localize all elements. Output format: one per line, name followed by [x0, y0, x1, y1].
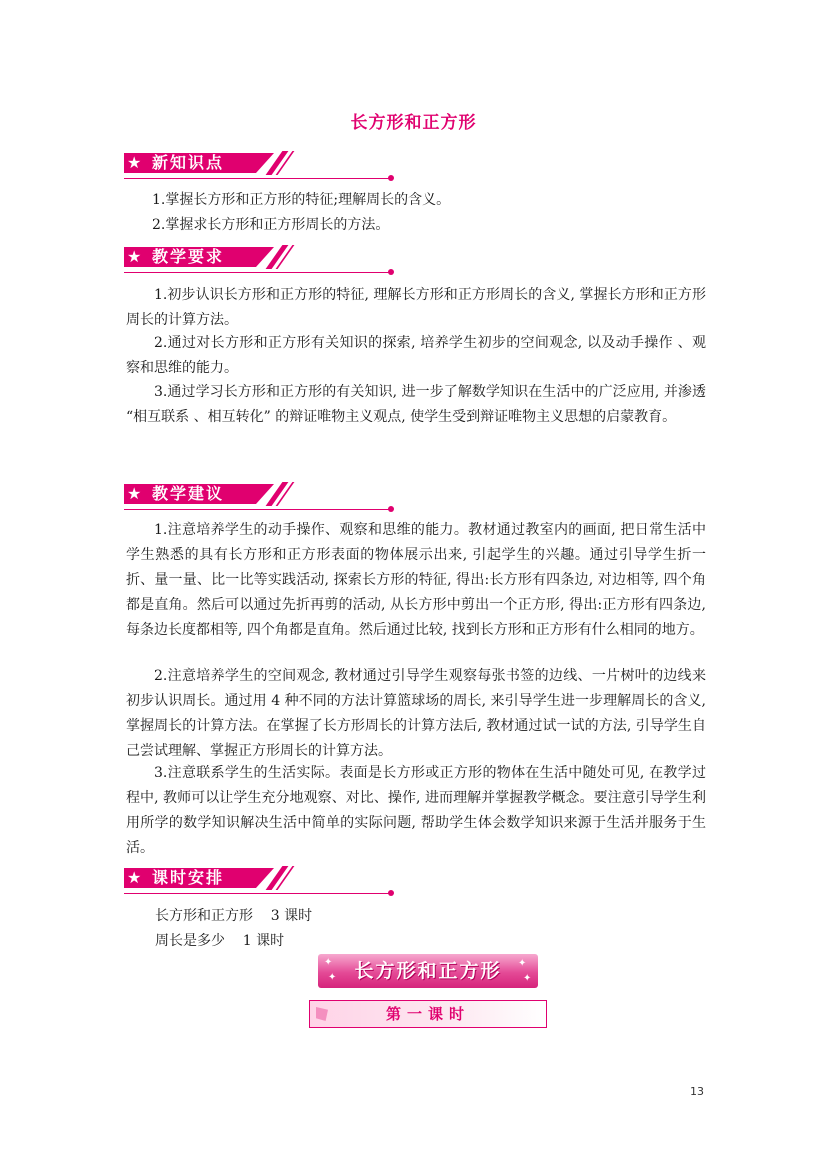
star-icon: ★ [127, 153, 142, 172]
list-item: 1.掌握长方形和正方形的特征;理解周长的含义。 [152, 192, 451, 208]
divider-line [124, 893, 390, 894]
lesson-label-box [309, 1000, 547, 1028]
paragraph: 3.通过学习长方形和正方形的有关知识, 进一步了解数学知识在生活中的广泛应用, 并渗透 “相互联系 、相互转化” 的辩证唯物主义观点, 使学生受到辩证唯物主义思想的启蒙教育。 [126, 384, 706, 425]
sparkle-icon: ✦ [324, 957, 333, 968]
paragraph: 3.注意联系学生的生活实际。表面是长方形或正方形的物体在生活中随处可见, 在教学过程中, 教师可以让学生充分地观察、对比、操作, 进而理解并掌握教学概念。要注意引导学生利用所学的数学知识解决生活中简单的实际问题, 帮助学生体会数学知识来源于生活并服务于生活。 [126, 765, 706, 856]
section-heading: 新知识点 [152, 153, 225, 172]
schedule-row: 周长是多少 1 课时 [155, 933, 285, 949]
divider-line [124, 509, 390, 510]
sparkle-icon: ✦ [518, 958, 527, 969]
document-title: 长方形和正方形 [350, 113, 477, 133]
divider-line [124, 178, 390, 179]
list-item: 2.掌握求长方形和正方形周长的方法。 [152, 217, 390, 233]
paragraph: 2.通过对长方形和正方形有关知识的探索, 培养学生初步的空间观念, 以及动手操作 、观察和思维的能力。 [126, 335, 706, 376]
paragraph: 1.注意培养学生的动手操作、观察和思维的能力。教材通过教室内的画面, 把日常生活中学生熟悉的具有长方形和正方形表面的物体展示出来, 引起学生的兴趣。通过引导学生折一折、量一量、比一比等实践活动, 探索长方形的特征, 得出:长方形有四条边, 对边相等, 四个角都是直角。然后可以通过先折再剪的活动, 从长方形中剪出一个正方形, 得出:正方形有四条边, 每条边长度都相等, 四个角都是直角。然后通过比较, 找到长方形和正方形有什么相同的地方。 [126, 522, 706, 638]
dot-decoration [388, 269, 394, 275]
section-heading: 教学要求 [152, 247, 225, 266]
paragraph: 1.初步认识长方形和正方形的特征, 理解长方形和正方形周长的含义, 掌握长方形和正方形周长的计算方法。 [126, 287, 706, 328]
star-icon: ★ [127, 868, 142, 887]
sparkle-icon: ✦ [328, 972, 337, 983]
banner-title: 长方形和正方形 [354, 960, 502, 982]
section-header-requirements [124, 246, 396, 282]
schedule-row: 长方形和正方形 3 课时 [155, 908, 313, 924]
dot-decoration [388, 175, 394, 181]
chapter-banner [318, 954, 538, 988]
page-number: 13 [690, 1085, 704, 1098]
divider-line [124, 272, 390, 273]
star-icon: ★ [127, 247, 142, 266]
star-icon: ★ [127, 484, 142, 503]
section-header-schedule [124, 867, 396, 903]
section-heading: 课时安排 [152, 868, 225, 887]
section-header-new-knowledge [124, 152, 396, 188]
section-heading: 教学建议 [152, 484, 225, 503]
sparkle-icon: ✦ [523, 973, 532, 984]
dot-decoration [388, 506, 394, 512]
section-header-suggestions [124, 483, 396, 519]
paragraph: 2.注意培养学生的空间观念, 教材通过引导学生观察每张书签的边线、一片树叶的边线来初步认识周长。通过用 4 种不同的方法计算篮球场的周长, 来引导学生进一步理解周长的含义, 掌握周长的计算方法。在掌握了长方形周长的计算方法后, 教材通过试一试的方法, 引导学生自己尝试理解、掌握正方形周长的计算方法。 [126, 668, 706, 759]
lesson-label: 第一课时 [385, 1005, 470, 1023]
dot-decoration [388, 890, 394, 896]
